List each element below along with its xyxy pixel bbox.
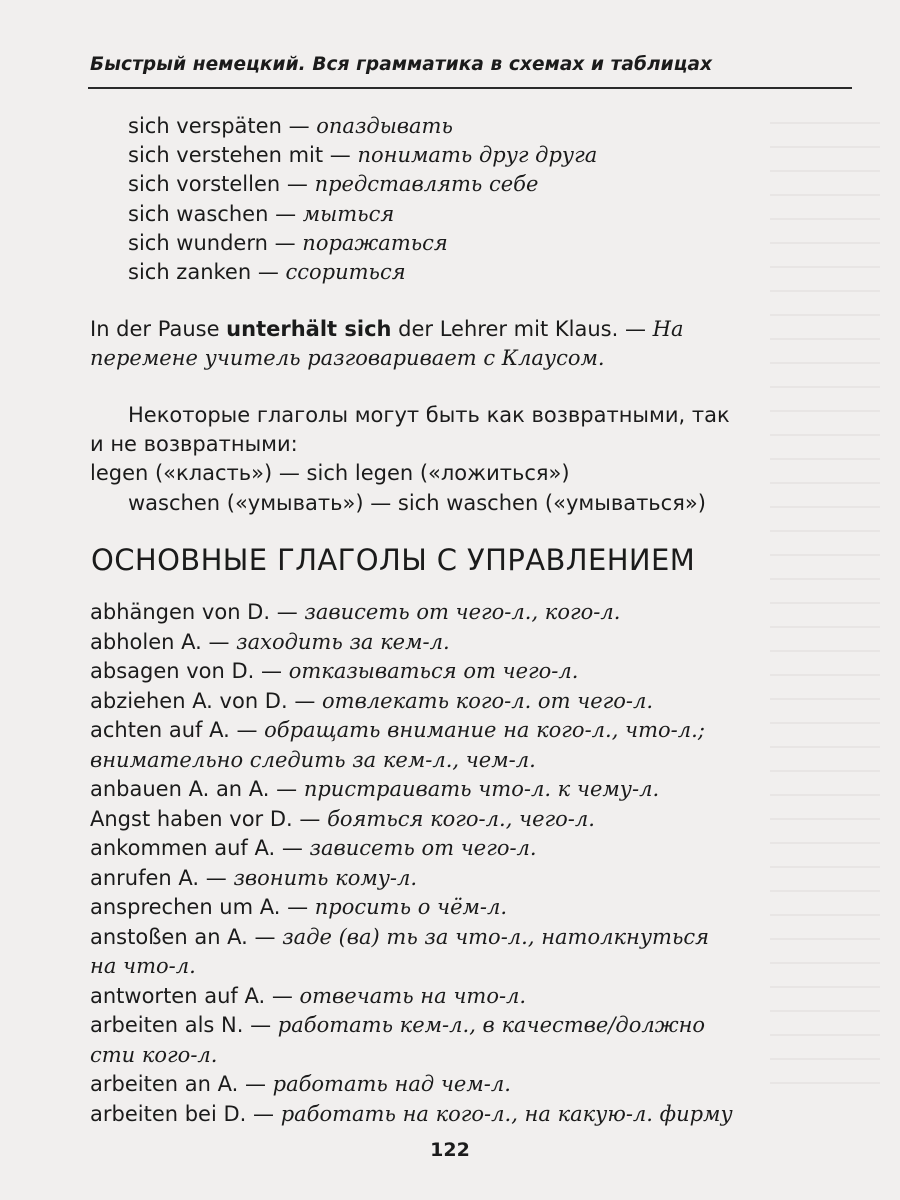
dash-separator: —	[229, 718, 265, 742]
dash-separator: —	[268, 201, 303, 226]
german-term: Angst haben vor D.	[90, 806, 293, 831]
dash-separator: —	[238, 1072, 273, 1096]
german-term: ankommen auf A.	[90, 836, 276, 860]
german-term: sich verspäten	[128, 114, 282, 138]
reflexive-verb-list	[128, 112, 597, 287]
russian-translation: на что-л.	[90, 954, 196, 978]
reflexive-verb-entry	[128, 200, 597, 229]
german-term: antworten auf A.	[90, 983, 266, 1008]
verb-entry	[90, 628, 733, 658]
example-de-start: In der Pause	[90, 317, 227, 341]
russian-translation: работать на кого-л., на какую-л. фирму	[280, 1101, 733, 1126]
russian-translation: мыться	[302, 201, 395, 226]
section-title: ОСНОВНЫЕ ГЛАГОЛЫ С УПРАВЛЕНИЕМ	[91, 543, 696, 577]
german-term: arbeiten bei D.	[90, 1101, 247, 1126]
russian-translation: ссориться	[285, 260, 406, 285]
russian-translation: работать кем-л., в качестве/должно	[277, 1013, 706, 1037]
verb-entry	[90, 864, 733, 894]
russian-translation: заходить за кем-л.	[236, 629, 450, 654]
page-number: 122	[430, 1139, 470, 1161]
dash-separator: —	[247, 924, 283, 949]
dash-separator: —	[243, 1013, 278, 1037]
example-sentence	[90, 315, 860, 373]
german-term: abholen A.	[90, 629, 202, 654]
russian-translation: внимательно следить за кем-л., чем-л.	[90, 747, 536, 772]
verb-entry	[90, 716, 733, 746]
dash-separator: —	[246, 1101, 281, 1126]
verb-entry	[90, 746, 733, 776]
reflexive-verb-entry	[128, 112, 597, 141]
german-term: arbeiten als N.	[90, 1013, 244, 1037]
russian-translation: поражаться	[302, 230, 448, 255]
verb-entry	[90, 1100, 733, 1130]
russian-translation: отказываться от чего-л.	[288, 659, 579, 683]
russian-translation: обращать внимание на кого-л., что-л.;	[264, 718, 705, 742]
verb-entry	[90, 805, 733, 835]
dash-separator: —	[199, 865, 234, 890]
example-line-2	[90, 344, 860, 373]
verb-entry	[90, 1070, 733, 1100]
russian-translation: звонить кому-л.	[233, 865, 418, 890]
russian-translation: представлять себе	[314, 172, 539, 197]
verb-entry	[90, 982, 733, 1012]
german-term: sich wundern	[128, 230, 268, 255]
verb-entry	[90, 598, 733, 628]
dash-separator: —	[280, 172, 315, 197]
dash-separator: —	[292, 806, 328, 831]
verb-entry	[90, 687, 733, 717]
intro-line-1: Некоторые глаголы могут быть как возвратными, так	[128, 403, 730, 427]
intro-example-legen: legen («класть») — sich legen («ложиться»)	[90, 461, 570, 486]
russian-translation: заде (ва) ть за что-л., натолкнуться	[282, 924, 710, 949]
german-term: sich verstehen mit	[128, 143, 324, 168]
example-ru-translation: перемене учитель разговаривает с Клаусом.	[90, 346, 605, 370]
verb-entry	[90, 1041, 733, 1071]
dash-separator: —	[270, 600, 305, 624]
example-ru-start: На	[652, 317, 684, 341]
reflexive-verb-entry	[128, 258, 597, 287]
dash-separator: —	[287, 688, 323, 713]
dash-separator: —	[251, 260, 286, 285]
russian-translation: просить о чём-л.	[314, 895, 508, 919]
russian-translation: зависеть от чего-л., кого-л.	[304, 600, 621, 624]
russian-translation: работать над чем-л.	[272, 1072, 511, 1096]
german-term: sich zanken	[128, 260, 252, 285]
german-term: abhängen von D.	[90, 600, 271, 624]
verb-entry	[90, 893, 733, 923]
german-term: sich vorstellen	[128, 172, 281, 197]
intro-line-2: и не возвратными:	[90, 432, 298, 457]
german-term: absagen von D.	[90, 659, 255, 683]
russian-translation: пристраивать что-л. к чему-л.	[303, 777, 660, 801]
intro-example-waschen: waschen («умывать») — sich waschen («умываться»)	[128, 490, 706, 515]
reflexive-verb-entry	[128, 229, 597, 258]
verb-entry	[90, 657, 733, 687]
intro-paragraph	[90, 401, 730, 518]
german-term: anrufen A.	[90, 865, 200, 890]
german-term: anstoßen an A.	[90, 924, 248, 949]
dash-separator: —	[201, 629, 237, 654]
dash-separator: —	[275, 836, 310, 860]
reflexive-verb-entry	[128, 170, 597, 199]
dash-separator: —	[281, 114, 317, 138]
dash-separator: —	[280, 895, 315, 919]
header-rule	[88, 87, 852, 89]
example-de-bold: unterhält sich	[226, 317, 392, 341]
german-term: anbauen A. an A.	[90, 777, 270, 801]
russian-translation: бояться кого-л., чего-л.	[327, 806, 595, 831]
example-de-end: der Lehrer mit Klaus. —	[391, 317, 653, 341]
verb-entry	[90, 1011, 733, 1041]
dash-separator: —	[265, 983, 300, 1008]
russian-translation: сти кого-л.	[90, 1042, 218, 1067]
reverse-page-show-through	[770, 100, 880, 1100]
german-term: sich waschen	[128, 201, 269, 226]
russian-translation: отвечать на что-л.	[299, 983, 527, 1008]
german-term: abziehen A. von D.	[90, 688, 288, 713]
russian-translation: зависеть от чего-л.	[309, 836, 537, 860]
dash-separator: —	[267, 230, 303, 255]
example-line-1	[90, 315, 860, 344]
running-title: Быстрый немецкий. Вся грамматика в схемах и таблицах	[90, 54, 713, 75]
dash-separator: —	[269, 777, 304, 801]
russian-translation: опаздывать	[316, 114, 453, 138]
verb-entry	[90, 834, 733, 864]
dash-separator: —	[323, 143, 358, 168]
russian-translation: понимать друг друга	[357, 143, 598, 168]
verb-entry	[90, 923, 733, 953]
german-term: arbeiten an A.	[90, 1072, 239, 1096]
dash-separator: —	[254, 659, 289, 683]
german-term: ansprechen um A.	[90, 895, 281, 919]
verb-government-list	[90, 598, 733, 1129]
verb-entry	[90, 775, 733, 805]
german-term: achten auf A.	[90, 718, 230, 742]
verb-entry	[90, 952, 733, 982]
reflexive-verb-entry	[128, 141, 597, 170]
russian-translation: отвлекать кого-л. от чего-л.	[322, 688, 654, 713]
